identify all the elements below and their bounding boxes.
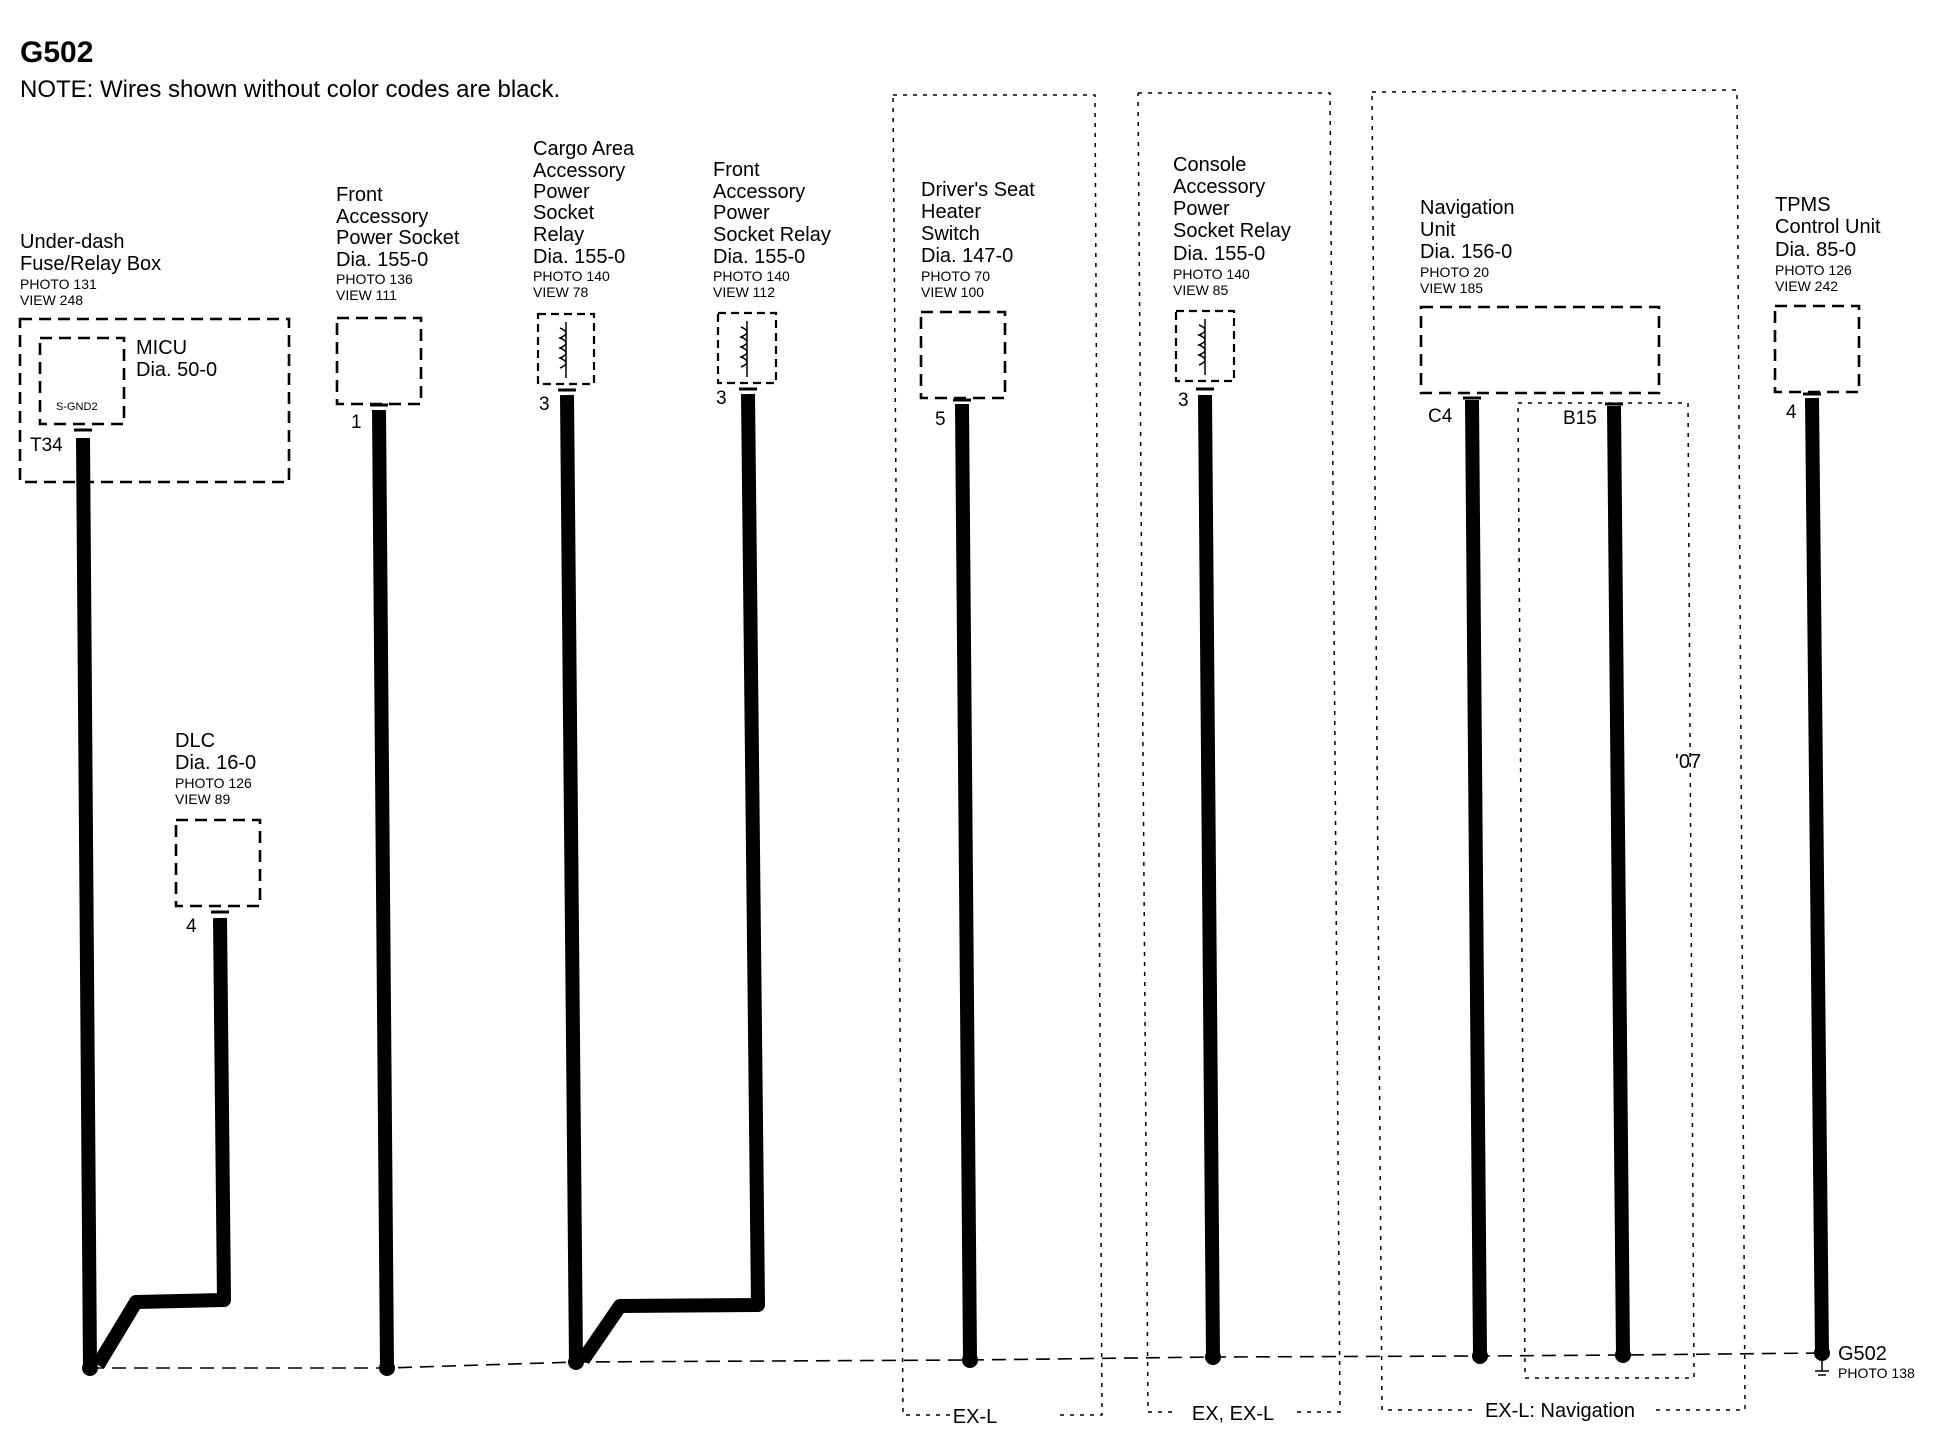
component-console-relay <box>1173 154 1291 411</box>
ground-bus-line <box>90 1353 1822 1368</box>
console-relay-name-2: Accessory <box>1173 176 1266 198</box>
cargo-relay-name-5: Relay <box>533 224 585 246</box>
front-relay-name-3: Power <box>713 202 770 224</box>
component-fuse-relay-box <box>20 231 289 482</box>
ground-node-3 <box>568 1354 584 1370</box>
console-relay-photo: PHOTO 140 <box>1173 266 1250 282</box>
component-front-relay <box>713 159 831 409</box>
console-relay-coil-icon <box>1199 319 1205 375</box>
tpms-pin: 4 <box>1786 402 1797 423</box>
wire-cargo-relay-3 <box>567 395 576 1362</box>
console-relay-pin: 3 <box>1178 390 1189 411</box>
front-relay-name-2: Accessory <box>713 181 806 203</box>
component-tpms-control-unit <box>1775 194 1881 423</box>
navigation-dia: Dia. 156-0 <box>1420 241 1513 263</box>
wire-front-relay-3 <box>583 394 758 1360</box>
fuse-box-name-1: Under-dash <box>20 231 125 253</box>
tpms-view: VIEW 242 <box>1775 278 1839 294</box>
navigation-name-1: Navigation <box>1420 197 1515 219</box>
navigation-view: VIEW 185 <box>1420 280 1484 296</box>
option-label-year-07: '07 <box>1675 751 1702 773</box>
seat-heater-connector <box>921 312 1005 398</box>
option-box-ex-exl <box>1138 93 1340 1425</box>
front-relay-view: VIEW 112 <box>713 284 775 300</box>
wire-dlc-4 <box>98 918 224 1365</box>
ground-node-6 <box>1472 1348 1488 1364</box>
micu-dia: Dia. 50-0 <box>136 359 218 381</box>
ground-node-g502 <box>1814 1345 1830 1361</box>
component-navigation-unit <box>1420 197 1659 429</box>
front-socket-name-1: Front <box>336 184 383 206</box>
tpms-name-2: Control Unit <box>1775 216 1881 238</box>
component-cargo-relay <box>533 138 635 415</box>
front-relay-name-1: Front <box>713 159 760 181</box>
console-relay-name-4: Socket Relay <box>1173 220 1291 242</box>
ground-label: G502 <box>1838 1343 1887 1365</box>
front-socket-dia: Dia. 155-0 <box>336 249 429 271</box>
micu-pin-t34: T34 <box>30 435 63 456</box>
cargo-relay-dia: Dia. 155-0 <box>533 246 626 268</box>
seat-heater-name-1: Driver's Seat <box>921 179 1035 201</box>
front-socket-name-2: Accessory <box>336 206 429 228</box>
wire-seat-heater-5 <box>962 404 970 1360</box>
front-relay-photo: PHOTO 140 <box>713 268 790 284</box>
diagram-note: NOTE: Wires shown without color codes are black. <box>20 76 561 103</box>
dlc-connector <box>176 820 260 906</box>
front-socket-photo: PHOTO 136 <box>336 271 413 287</box>
component-front-power-socket <box>336 184 460 433</box>
cargo-relay-view: VIEW 78 <box>533 284 589 300</box>
seat-heater-view: VIEW 100 <box>921 284 985 300</box>
front-socket-connector <box>337 318 421 404</box>
front-socket-view: VIEW 111 <box>336 287 397 303</box>
wire-front-socket-1 <box>379 410 387 1368</box>
cargo-relay-name-3: Power <box>533 181 590 203</box>
front-relay-dia: Dia. 155-0 <box>713 246 806 268</box>
seat-heater-photo: PHOTO 70 <box>921 268 990 284</box>
ground-node-2 <box>379 1360 395 1376</box>
option-label-ex-exl: EX, EX-L <box>1191 1403 1275 1425</box>
navigation-connector <box>1421 307 1659 393</box>
wire-navigation-c4 <box>1472 400 1480 1356</box>
ground-symbol-icon <box>1815 1361 1829 1375</box>
component-seat-heater-switch <box>921 179 1035 430</box>
dlc-view: VIEW 89 <box>175 791 231 807</box>
navigation-pin-b15: B15 <box>1563 408 1597 429</box>
component-dlc <box>175 730 260 937</box>
cargo-relay-photo: PHOTO 140 <box>533 268 610 284</box>
console-relay-name-3: Power <box>1173 198 1230 220</box>
dlc-name: DLC <box>175 730 216 752</box>
dlc-pin: 4 <box>186 916 197 937</box>
front-relay-pin: 3 <box>716 388 727 409</box>
tpms-connector <box>1775 306 1859 392</box>
option-label-exl-navigation: EX-L: Navigation <box>1484 1400 1636 1422</box>
seat-heater-dia: Dia. 147-0 <box>921 245 1014 267</box>
console-relay-view: VIEW 85 <box>1173 282 1229 298</box>
ground-node-1 <box>82 1360 98 1376</box>
navigation-photo: PHOTO 20 <box>1420 264 1489 280</box>
dlc-dia: Dia. 16-0 <box>175 752 257 774</box>
micu-inner-label: S-GND2 <box>56 401 98 413</box>
seat-heater-name-3: Switch <box>921 223 980 245</box>
ground-node-7 <box>1615 1347 1631 1363</box>
cargo-relay-name-2: Accessory <box>533 160 626 182</box>
micu-name: MICU <box>136 337 188 359</box>
fuse-box-photo: PHOTO 131 <box>20 276 97 292</box>
cargo-relay-coil-icon <box>560 322 566 378</box>
diagram-title: G502 <box>20 36 94 69</box>
front-socket-pin: 1 <box>351 412 362 433</box>
ground-node-4 <box>962 1352 978 1368</box>
wire-console-relay-3 <box>1205 395 1213 1357</box>
dlc-photo: PHOTO 126 <box>175 775 252 791</box>
fuse-box-view: VIEW 248 <box>20 292 84 308</box>
cargo-relay-pin: 3 <box>539 394 550 415</box>
option-label-exl: EX-L <box>952 1406 998 1428</box>
front-relay-coil-icon <box>741 321 747 377</box>
cargo-relay-name-4: Socket <box>533 202 595 224</box>
tpms-dia: Dia. 85-0 <box>1775 239 1857 261</box>
wire-tpms-4 <box>1812 398 1822 1353</box>
tpms-photo: PHOTO 126 <box>1775 262 1852 278</box>
navigation-pin-c4: C4 <box>1428 406 1453 427</box>
tpms-name-1: TPMS <box>1775 194 1831 216</box>
wire-navigation-b15 <box>1614 406 1623 1355</box>
ground-photo: PHOTO 138 <box>1838 1365 1915 1381</box>
navigation-name-2: Unit <box>1420 219 1456 241</box>
fuse-box-name-2: Fuse/Relay Box <box>20 253 162 275</box>
seat-heater-pin: 5 <box>935 409 946 430</box>
console-relay-dia: Dia. 155-0 <box>1173 243 1266 265</box>
cargo-relay-name-1: Cargo Area <box>533 138 635 160</box>
front-relay-name-4: Socket Relay <box>713 224 831 246</box>
front-socket-name-3: Power Socket <box>336 227 460 249</box>
wire-micu-t34 <box>83 438 90 1368</box>
ground-node-5 <box>1205 1349 1221 1365</box>
seat-heater-name-2: Heater <box>921 201 982 223</box>
console-relay-name-1: Console <box>1173 154 1247 176</box>
